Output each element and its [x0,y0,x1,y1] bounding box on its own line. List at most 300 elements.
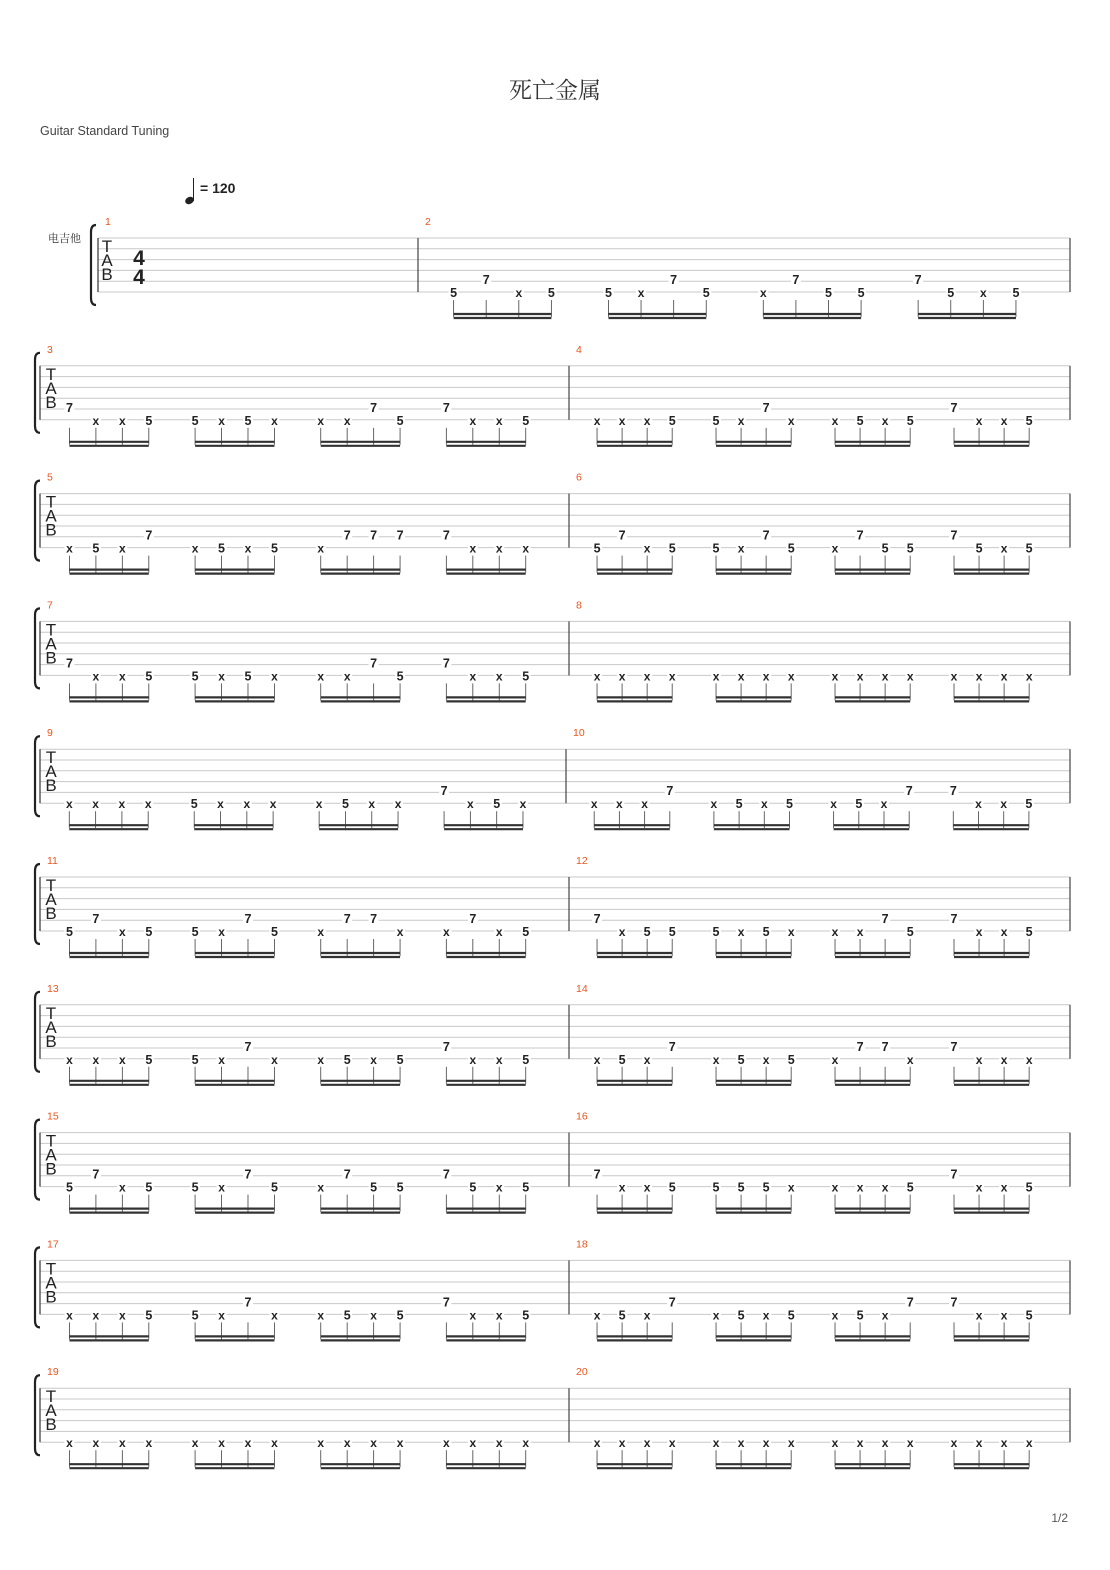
muted-note: x [66,1052,73,1067]
fret-number: 5 [1025,925,1033,939]
fret-number: 5 [191,925,199,939]
tab-letter: A [101,251,113,270]
muted-note: x [712,669,720,684]
muted-note: x [831,1052,839,1067]
fret-number: 7 [950,1039,958,1054]
muted-note: x [66,541,73,556]
muted-note: x [618,413,626,428]
fret-number: 7 [950,400,958,415]
fret-number: 5 [522,925,530,939]
muted-note: x [119,541,126,556]
muted-note: x [65,797,73,812]
muted-note: x [66,1308,73,1323]
fret-number: 7 [670,273,678,287]
muted-note: x [317,1308,325,1323]
muted-note: x [271,413,278,428]
muted-note: x [370,1436,377,1451]
muted-note: x [271,1308,278,1323]
fret-number: 5 [668,925,676,939]
muted-note: x [980,286,987,300]
measure-number: 5 [47,471,53,484]
tab-letter: T [45,1387,57,1407]
muted-note: x [856,1180,864,1195]
fret-number: 7 [145,528,153,543]
fret-number: 7 [370,400,378,415]
fret-number: 7 [244,1039,252,1054]
muted-note: x [975,669,983,684]
fret-number: 5 [191,1180,199,1195]
muted-note: x [643,1180,651,1195]
muted-note: x [469,1436,477,1451]
fret-number: 7 [92,1167,100,1182]
muted-note: x [643,1436,651,1451]
muted-note: x [343,669,351,684]
muted-note: x [1000,1308,1008,1323]
tab-letter: A [45,634,57,654]
muted-note: x [950,1436,958,1451]
muted-note: x [593,1308,601,1323]
fret-number: 7 [906,1295,914,1310]
fret-number: 5 [857,286,865,300]
measure-number: 17 [47,1238,59,1251]
fret-number: 7 [762,400,770,415]
muted-note: x [975,1308,983,1323]
muted-note: x [495,1308,503,1323]
muted-note: x [881,1308,889,1323]
tab-letter: T [45,364,57,384]
muted-note: x [271,1052,278,1067]
muted-note: x [515,286,523,300]
muted-note: x [760,797,768,812]
muted-note: x [92,1308,100,1323]
muted-note: x [119,1436,126,1451]
muted-note: x [119,669,126,684]
measure-number: 9 [47,727,53,740]
fret-number: 5 [787,1052,795,1067]
muted-note: x [710,797,718,812]
measure-number: 4 [576,343,582,356]
fret-number: 5 [712,541,720,556]
muted-note: x [343,1436,351,1451]
measure-number: 6 [576,471,582,484]
fret-number: 5 [787,1308,795,1323]
muted-note: x [469,541,477,556]
fret-number: 7 [442,1167,450,1182]
muted-note: x [787,1180,795,1195]
fret-number: 7 [442,528,450,543]
fret-number: 7 [792,273,800,287]
muted-note: x [244,541,252,556]
fret-number: 5 [270,541,278,556]
fret-number: 7 [905,784,913,799]
fret-number: 5 [787,541,795,556]
fret-number: 7 [666,784,674,799]
muted-note: x [831,669,839,684]
fret-number: 5 [396,669,404,684]
fret-number: 5 [906,541,914,556]
muted-note: x [831,541,839,556]
tab-letter: T [101,237,113,256]
fret-number: 7 [950,912,958,926]
fret-number: 5 [855,797,863,812]
muted-note: x [593,1436,601,1451]
muted-note: x [522,1436,530,1451]
muted-note: x [737,925,745,939]
fret-number: 5 [396,1180,404,1195]
muted-note: x [762,669,770,684]
fret-number: 5 [737,1180,745,1195]
muted-note: x [762,1436,770,1451]
muted-note: x [119,1052,126,1067]
muted-note: x [315,797,323,812]
fret-number: 5 [737,1052,745,1067]
fret-number: 5 [737,1308,745,1323]
fret-number: 5 [1025,541,1033,556]
muted-note: x [593,413,601,428]
fret-number: 5 [712,925,720,939]
fret-number: 5 [906,413,914,428]
fret-number: 5 [145,669,153,684]
fret-number: 7 [442,1295,450,1310]
muted-note: x [856,925,864,939]
fret-number: 7 [881,1039,889,1054]
fret-number: 7 [370,912,378,926]
tab-letter: T [45,1259,57,1279]
muted-note: x [218,925,225,939]
fret-number: 5 [145,1308,153,1323]
measure-number: 19 [47,1366,59,1379]
muted-note: x [119,1308,126,1323]
muted-note: x [762,1052,770,1067]
muted-note: x [641,797,648,812]
fret-number: 5 [1025,797,1033,812]
fret-number: 5 [643,925,651,939]
fret-number: 5 [191,1308,199,1323]
muted-note: x [244,1436,252,1451]
time-signature-numerator: 4 [133,247,145,270]
fret-number: 5 [469,1180,477,1195]
fret-number: 5 [1025,1308,1033,1323]
system-bracket [35,1375,40,1455]
measure-number: 13 [47,982,59,995]
muted-note: x [317,925,325,939]
fret-number: 5 [762,925,770,939]
fret-number: 5 [522,1052,530,1067]
fret-number: 7 [593,1167,601,1182]
muted-note: x [1025,669,1033,684]
muted-note: x [394,797,402,812]
muted-note: x [269,797,277,812]
muted-note: x [243,797,251,812]
muted-note: x [495,669,503,684]
muted-note: x [443,1436,450,1451]
muted-note: x [1000,1436,1008,1451]
muted-note: x [1000,797,1008,812]
muted-note: x [1000,669,1008,684]
tab-letter: T [45,1131,57,1151]
muted-note: x [593,1052,601,1067]
fret-number: 5 [145,1180,153,1195]
system-bracket [35,608,40,688]
muted-note: x [831,413,839,428]
muted-note: x [495,1436,503,1451]
fret-number: 7 [440,784,448,799]
muted-note: x [317,1180,325,1195]
fret-number: 7 [244,1295,252,1310]
fret-number: 5 [522,1180,530,1195]
fret-number: 7 [244,1167,252,1182]
muted-note: x [469,669,477,684]
muted-note: x [975,1052,983,1067]
fret-number: 5 [270,1180,278,1195]
fret-number: 5 [856,413,864,428]
measure-number: 18 [576,1238,588,1251]
tab-letter: B [45,1031,57,1051]
muted-note: x [906,669,914,684]
fret-number: 5 [145,413,153,428]
system-bracket [35,1247,40,1327]
muted-note: x [881,1180,889,1195]
muted-note: x [975,1180,983,1195]
tempo-value: = 120 [200,180,236,196]
muted-note: x [145,1436,153,1451]
fret-number: 5 [1012,286,1020,300]
muted-note: x [495,1180,503,1195]
tab-letter: A [45,762,57,782]
system-bracket [35,864,40,944]
muted-note: x [1000,1052,1008,1067]
muted-note: x [787,669,795,684]
tab-letter: A [45,1273,57,1293]
fret-number: 5 [396,1308,404,1323]
fret-number: 7 [244,912,252,926]
muted-note: x [787,925,795,939]
measure-number: 2 [425,216,431,228]
fret-number: 5 [65,925,73,939]
muted-note: x [668,1436,676,1451]
tab-letter: B [101,265,113,284]
measure-number: 3 [47,343,53,356]
muted-note: x [469,413,477,428]
measure-number: 8 [576,599,582,612]
muted-note: x [370,1052,377,1067]
fret-number: 5 [618,1308,626,1323]
fret-number: 5 [191,669,199,684]
tab-letter: T [45,620,57,640]
muted-note: x [119,413,126,428]
tab-letter: B [45,1287,57,1307]
muted-note: x [271,1436,278,1451]
fret-number: 7 [92,912,100,926]
fret-number: 5 [668,1180,676,1195]
fret-number: 5 [343,1308,351,1323]
muted-note: x [92,669,100,684]
fret-number: 7 [950,1295,958,1310]
muted-note: x [271,669,278,684]
muted-note: x [880,797,888,812]
muted-note: x [759,286,767,300]
muted-note: x [856,669,864,684]
muted-note: x [217,797,224,812]
fret-number: 5 [547,286,555,300]
muted-note: x [317,669,325,684]
muted-note: x [92,1436,100,1451]
fret-number: 5 [522,669,530,684]
muted-note: x [218,669,225,684]
fret-number: 5 [396,413,404,428]
fret-number: 7 [593,912,601,926]
muted-note: x [396,1436,404,1451]
muted-note: x [831,1180,839,1195]
fret-number: 5 [906,925,914,939]
muted-note: x [637,286,645,300]
fret-number: 5 [92,541,100,556]
fret-number: 5 [191,1052,199,1067]
muted-note: x [593,669,601,684]
muted-note: x [643,669,651,684]
fret-number: 7 [856,528,864,543]
tab-letter: T [45,876,57,895]
muted-note: x [831,925,839,939]
muted-note: x [737,669,745,684]
fret-number: 5 [145,1052,153,1067]
muted-note: x [469,1308,477,1323]
muted-note: x [495,1052,503,1067]
muted-note: x [618,1180,626,1195]
muted-note: x [522,541,530,556]
muted-note: x [618,925,626,939]
fret-number: 5 [450,286,458,300]
fret-number: 5 [190,797,198,812]
system-bracket [35,992,40,1072]
fret-number: 5 [881,541,889,556]
fret-number: 7 [762,528,770,543]
muted-note: x [737,1436,745,1451]
muted-note: x [1025,1436,1033,1451]
muted-note: x [643,413,651,428]
muted-note: x [975,413,983,428]
fret-number: 5 [947,286,955,300]
muted-note: x [856,1436,864,1451]
muted-note: x [370,1308,377,1323]
muted-note: x [1000,541,1008,556]
measure-number: 20 [576,1366,588,1379]
tab-letter: B [45,776,57,796]
fret-number: 7 [881,912,889,926]
time-signature-denominator: 4 [133,266,145,289]
muted-note: x [519,797,527,812]
fret-number: 5 [522,413,530,428]
fret-number: 5 [1025,413,1033,428]
fret-number: 5 [145,925,153,939]
fret-number: 5 [618,1052,626,1067]
fret-number: 7 [343,1167,351,1182]
muted-note: x [218,413,225,428]
fret-number: 5 [712,1180,720,1195]
fret-number: 5 [825,286,832,300]
fret-number: 5 [370,1180,378,1195]
muted-note: x [119,925,126,939]
muted-note: x [92,1052,100,1067]
page-number: 1/2 [1051,1511,1068,1525]
fret-number: 5 [975,541,983,556]
tuning-label: Guitar Standard Tuning [40,124,170,138]
muted-note: x [469,1052,477,1067]
muted-note: x [66,1436,73,1451]
muted-note: x [317,541,325,556]
fret-number: 5 [493,797,501,812]
muted-note: x [144,797,152,812]
muted-note: x [495,925,503,939]
muted-note: x [218,1052,225,1067]
muted-note: x [1000,1180,1008,1195]
fret-number: 5 [244,669,252,684]
muted-note: x [191,541,199,556]
muted-note: x [712,1308,720,1323]
tab-letter: T [45,748,57,768]
system-bracket [35,736,40,816]
fret-number: 7 [856,1039,864,1054]
tab-letter: B [45,1159,57,1179]
muted-note: x [119,1180,126,1195]
fret-number: 5 [593,541,601,556]
tab-letter: B [45,1415,57,1435]
score-title: 死亡金属 [509,78,601,104]
muted-note: x [831,1308,839,1323]
fret-number: 5 [712,413,720,428]
fret-number: 7 [914,273,922,287]
muted-note: x [881,669,889,684]
fret-number: 5 [1025,1180,1033,1195]
muted-note: x [495,413,503,428]
fret-number: 5 [786,797,793,812]
fret-number: 7 [65,400,73,415]
tab-letter: T [45,492,57,512]
muted-note: x [396,925,404,939]
muted-note: x [218,1308,225,1323]
track-name: 电吉他 [48,232,81,245]
muted-note: x [950,669,958,684]
muted-note: x [1025,1052,1033,1067]
measure-number: 16 [576,1110,588,1123]
fret-number: 7 [442,656,450,671]
fret-number: 7 [396,528,404,543]
muted-note: x [118,797,126,812]
fret-number: 7 [343,912,351,926]
muted-note: x [975,1436,983,1451]
fret-number: 5 [218,541,226,556]
measure-number: 15 [47,1110,59,1123]
muted-note: x [618,1436,626,1451]
muted-note: x [643,1308,651,1323]
measure-number: 1 [105,216,111,228]
muted-note: x [1000,413,1008,428]
measure-number: 12 [576,855,588,867]
fret-number: 7 [482,273,490,287]
fret-number: 5 [906,1180,914,1195]
fret-number: 7 [370,656,378,671]
muted-note: x [1000,925,1008,939]
muted-note: x [317,413,325,428]
muted-note: x [343,413,351,428]
tab-letter: A [45,506,57,526]
muted-note: x [218,1180,225,1195]
muted-note: x [975,797,982,812]
muted-note: x [618,669,626,684]
fret-number: 7 [950,528,958,543]
fret-number: 5 [735,797,743,812]
system-bracket [35,353,40,433]
